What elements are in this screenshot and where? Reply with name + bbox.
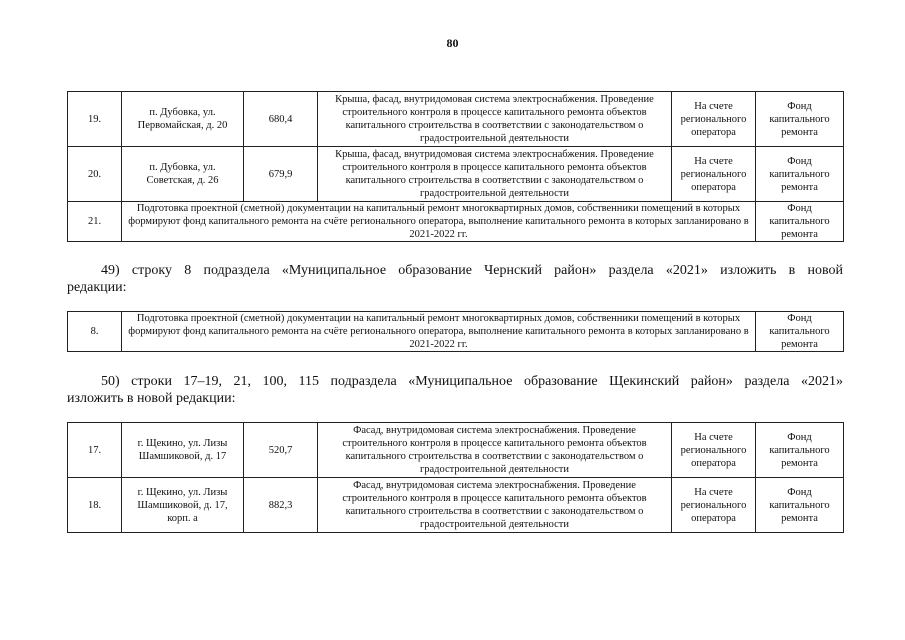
table-row bbox=[68, 202, 844, 242]
works-cell: Подготовка проектной (сметной) документации на капитальный ремонт многоквартирных домов, собственники помещений в которых формируют фонд капитального ремонта на счёте регионального оператора, выполнение капитального ремонта в которых запланировано в 2021-2022 гг. bbox=[122, 202, 756, 242]
table-row bbox=[68, 312, 844, 352]
works-cell: Фасад, внутридомовая система электроснабжения. Проведение строительного контроля в процессе капитального ремонта объектов капитального строительства в соответствии с законодательством о градостроительной деятельности bbox=[318, 478, 672, 533]
account-cell: На счете регионального оператора bbox=[672, 92, 756, 147]
funding-source-cell: Фонд капитального ремонта bbox=[756, 478, 844, 533]
row-number: 18. bbox=[68, 478, 122, 533]
address-cell: г. Щекино, ул. Лизы Шамшиковой, д. 17 bbox=[122, 423, 244, 478]
table-2 bbox=[67, 311, 844, 352]
row-number: 17. bbox=[68, 423, 122, 478]
area-cell: 680,4 bbox=[244, 92, 318, 147]
paragraph-line: изложить в новой редакции: bbox=[67, 391, 236, 406]
table-3 bbox=[67, 422, 844, 533]
table-row bbox=[68, 92, 844, 147]
account-cell: На счете регионального оператора bbox=[672, 147, 756, 202]
row-number: 20. bbox=[68, 147, 122, 202]
funding-source-cell: Фонд капитального ремонта bbox=[756, 202, 844, 242]
account-cell: На счете регионального оператора bbox=[672, 478, 756, 533]
row-number: 19. bbox=[68, 92, 122, 147]
works-cell: Фасад, внутридомовая система электроснабжения. Проведение строительного контроля в процессе капитального ремонта объектов капитального строительства в соответствии с законодательством о градостроительной деятельности bbox=[318, 423, 672, 478]
table-row bbox=[68, 147, 844, 202]
paragraph-49 bbox=[67, 262, 843, 296]
row-number: 21. bbox=[68, 202, 122, 242]
works-cell: Подготовка проектной (сметной) документации на капитальный ремонт многоквартирных домов, собственники помещений в которых формируют фонд капитального ремонта на счёте регионального оператора, выполнение капитального ремонта в которых запланировано в 2021-2022 гг. bbox=[122, 312, 756, 352]
page-number: 80 bbox=[446, 36, 459, 50]
table-row bbox=[68, 423, 844, 478]
paragraph-line: 50) строки 17–19, 21, 100, 115 подраздела «Муниципальное образование Щекинский район» раздела «2021» bbox=[101, 374, 843, 389]
works-cell: Крыша, фасад, внутридомовая система электроснабжения. Проведение строительного контроля в процессе капитального ремонта объектов капитального строительства в соответствии с законодательством о градостроительной деятельности bbox=[318, 147, 672, 202]
table-1 bbox=[67, 91, 844, 242]
area-cell: 520,7 bbox=[244, 423, 318, 478]
area-cell: 679,9 bbox=[244, 147, 318, 202]
table-row bbox=[68, 478, 844, 533]
row-number: 8. bbox=[68, 312, 122, 352]
area-cell: 882,3 bbox=[244, 478, 318, 533]
paragraph-line: 49) строку 8 подраздела «Муниципальное образование Чернский район» раздела «2021» изложить в новой bbox=[101, 263, 843, 278]
address-cell: г. Щекино, ул. Лизы Шамшиковой, д. 17, корп. а bbox=[122, 478, 244, 533]
works-cell: Крыша, фасад, внутридомовая система электроснабжения. Проведение строительного контроля в процессе капитального ремонта объектов капитального строительства в соответствии с законодательством о градостроительной деятельности bbox=[318, 92, 672, 147]
funding-source-cell: Фонд капитального ремонта bbox=[756, 92, 844, 147]
funding-source-cell: Фонд капитального ремонта bbox=[756, 147, 844, 202]
account-cell: На счете регионального оператора bbox=[672, 423, 756, 478]
funding-source-cell: Фонд капитального ремонта bbox=[756, 423, 844, 478]
address-cell: п. Дубовка, ул. Первомайская, д. 20 bbox=[122, 92, 244, 147]
paragraph-50 bbox=[67, 373, 843, 407]
funding-source-cell: Фонд капитального ремонта bbox=[756, 312, 844, 352]
paragraph-line: редакции: bbox=[67, 280, 127, 295]
address-cell: п. Дубовка, ул. Советская, д. 26 bbox=[122, 147, 244, 202]
